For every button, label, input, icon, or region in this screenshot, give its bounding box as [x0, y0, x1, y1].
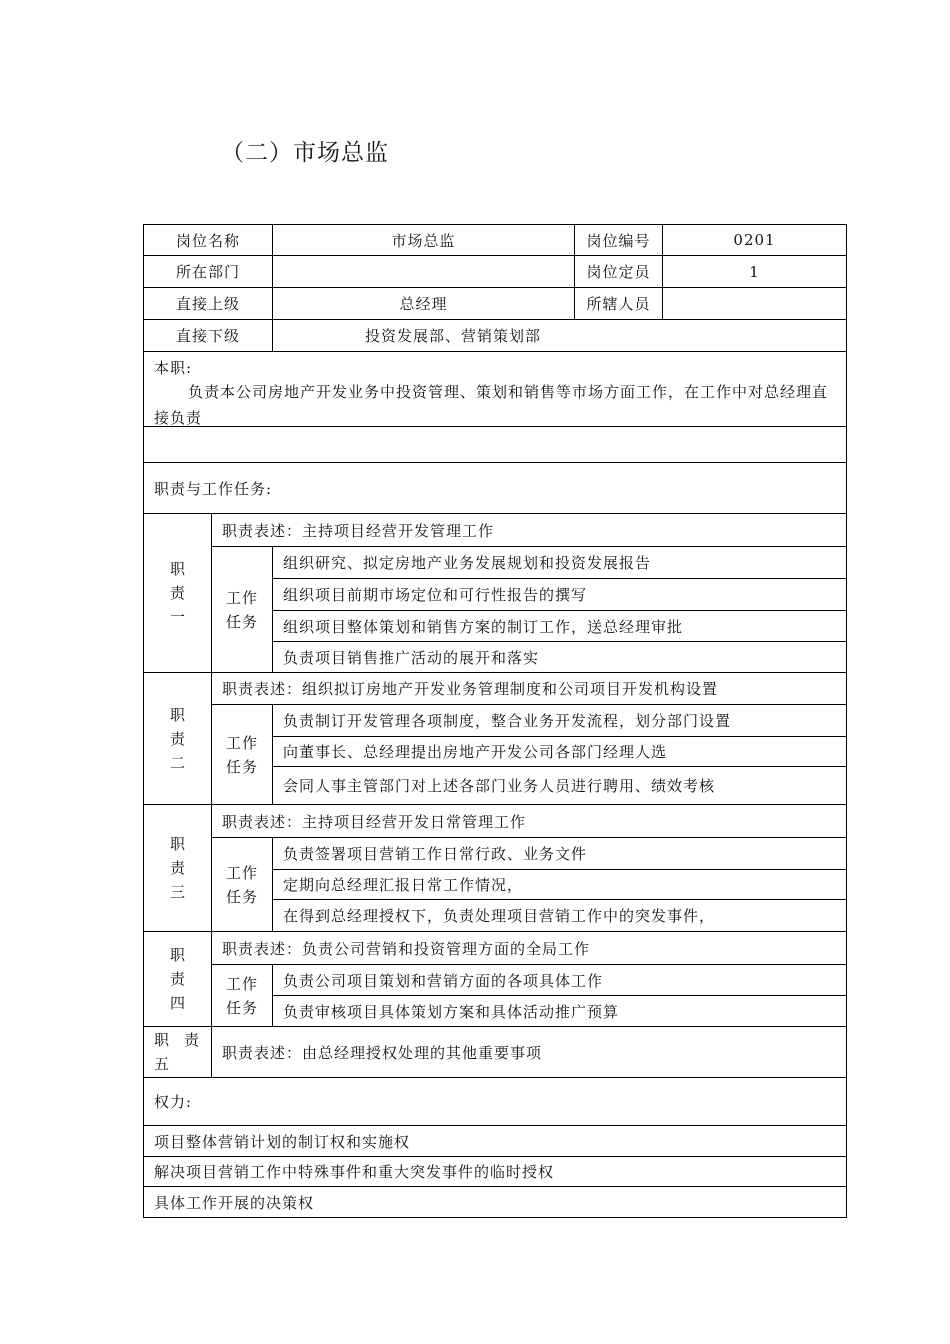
duty-1-task-4: 负责项目销售推广活动的展开和落实: [272, 641, 846, 672]
duty-3-task-2: 定期向总经理汇报日常工作情况，: [272, 869, 846, 899]
duty-block-2: [144, 673, 846, 805]
value-direct-superior: 总经理: [272, 288, 574, 319]
duty-1-task-3: 组织项目整体策划和销售方案的制订工作，送总经理审批: [272, 610, 846, 641]
duty-label-1: 职 责 一: [169, 560, 185, 626]
info-row-2: [144, 256, 846, 288]
duty-3-task-3: 在得到总经理授权下，负责处理项目营销工作中的突发事件，: [272, 899, 846, 931]
tasks-header-row: [144, 463, 846, 514]
label-staff-managed: 所辖人员: [574, 288, 662, 319]
duty-desc-5: 职责表述：由总经理授权处理的其他重要事项: [211, 1027, 846, 1077]
label-position-name: 岗位名称: [175, 231, 240, 250]
duty-intro-section: [144, 352, 846, 427]
duty-4-task-2: 负责审核项目具体策划方案和具体活动推广预算: [272, 995, 846, 1026]
duty-4-task-1: 负责公司项目策划和营销方面的各项具体工作: [272, 964, 846, 995]
duty-block-1: [144, 514, 846, 673]
duty-desc-2: 职责表述：组织拟订房地产开发业务管理制度和公司项目开发机构设置: [211, 673, 846, 704]
duty-3-task-1: 负责签署项目营销工作日常行政、业务文件: [272, 837, 846, 869]
duty-desc-1: 职责表述：主持项目经营开发管理工作: [211, 514, 846, 546]
duty-block-4: [144, 932, 846, 1027]
duty-block-5: [144, 1027, 846, 1078]
info-row-4: [144, 320, 846, 352]
job-description-table: [143, 224, 847, 1218]
label-headcount: 岗位定员: [574, 256, 662, 287]
work-tasks-label-1: 工作 任务: [211, 546, 272, 672]
info-row-3: [144, 288, 846, 320]
duty-2-task-2: 向董事长、总经理提出房地产开发公司各部门经理人选: [272, 736, 846, 766]
tasks-header: 职责与工作任务:: [154, 479, 273, 498]
authority-item-3: 具体工作开展的决策权: [154, 1193, 315, 1212]
value-staff-managed: [662, 288, 846, 319]
authority-row-3: [144, 1187, 846, 1217]
label-position-code: 岗位编号: [574, 225, 662, 255]
value-department: [272, 256, 574, 287]
duty-2-task-3: 会同人事主管部门对上述各部门业务人员进行聘用、绩效考核: [272, 766, 846, 804]
value-direct-subordinates: 投资发展部、营销策划部: [272, 320, 846, 351]
label-direct-superior: 直接上级: [175, 295, 240, 313]
value-position-code: 0201: [662, 225, 846, 255]
authority-item-2: 解决项目营销工作中特殊事件和重大突发事件的临时授权: [154, 1163, 555, 1181]
page-title: （二）市场总监: [221, 140, 389, 166]
duty-1-task-1: 组织研究、拟定房地产业务发展规划和投资发展报告: [272, 546, 846, 578]
duty-desc-3: 职责表述：主持项目经营开发日常管理工作: [211, 805, 846, 837]
label-direct-subordinates: 直接下级: [175, 327, 240, 345]
duty-intro-text: 负责本公司房地产开发业务中投资管理、策划和销售等市场方面工作，在工作中对总经理直接负责: [154, 383, 829, 427]
blank-row: [144, 427, 846, 463]
label-department: 所在部门: [175, 263, 240, 281]
authority-row-1: [144, 1126, 846, 1157]
duty-label-4: 职 责 四: [169, 946, 185, 1012]
duty-2-task-1: 负责制订开发管理各项制度，整合业务开发流程，划分部门设置: [272, 704, 846, 736]
authority-item-1: 项目整体营销计划的制订权和实施权: [154, 1132, 411, 1151]
work-tasks-label-3: 工作 任务: [211, 837, 272, 931]
duty-label-3: 职 责 三: [169, 835, 185, 901]
duty-intro-label: 本职:: [154, 359, 193, 377]
authority-label: 权力:: [154, 1093, 193, 1111]
duty-label-2: 职 责 二: [169, 705, 185, 772]
authority-header-row: [144, 1078, 846, 1126]
duty-block-3: [144, 805, 846, 932]
work-tasks-label-2: 工作 任务: [211, 704, 272, 804]
info-row-1: [144, 225, 846, 256]
work-tasks-label-4: 工作 任务: [211, 964, 272, 1026]
duty-label-5: 职 责 五: [154, 1031, 200, 1073]
value-position-name: 市场总监: [272, 225, 574, 255]
duty-1-task-2: 组织项目前期市场定位和可行性报告的撰写: [272, 578, 846, 610]
value-headcount: 1: [662, 256, 846, 287]
duty-desc-4: 职责表述：负责公司营销和投资管理方面的全局工作: [211, 932, 846, 964]
authority-row-2: [144, 1157, 846, 1187]
